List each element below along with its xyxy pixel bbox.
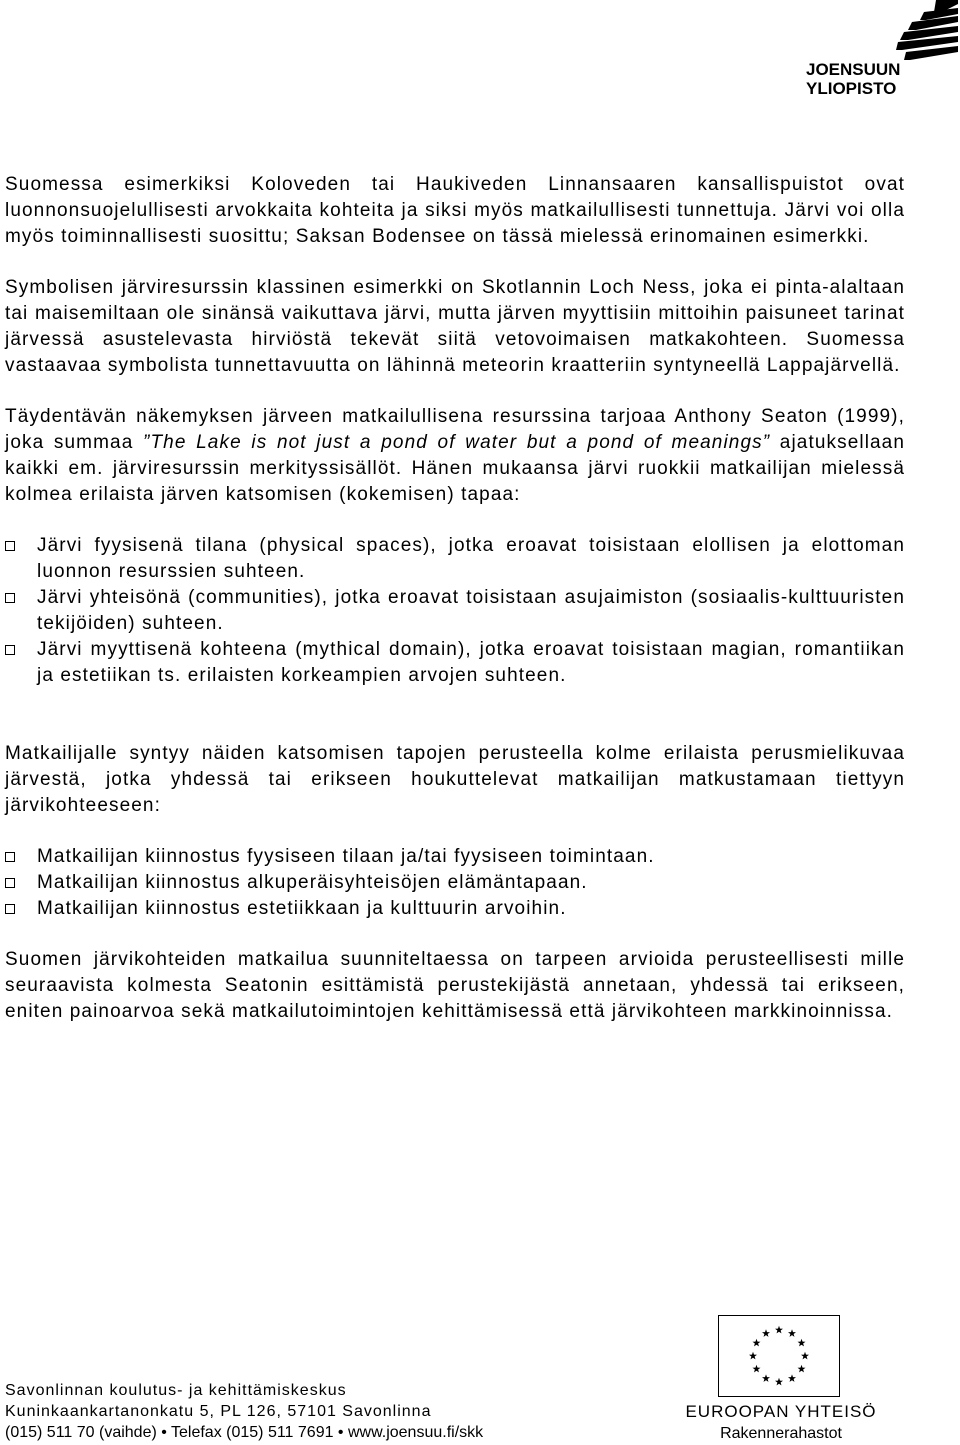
paragraph-3-quote: ”The Lake is not just a pond of water but a pond of meanings” [143,432,771,453]
list-item-text: Matkailijan kiinnostus estetiikkaan ja kulttuurin arvoihin. [37,898,567,919]
footer-line-1: Savonlinnan koulutus- ja kehittämiskeskus [5,1382,347,1399]
footer-line-2: Kuninkaankartanonkatu 5, PL 126, 57101 Savonlinna [5,1403,432,1420]
paragraph-3-text-b: ajatuksellaan kaikki em. järviresurssin merkityssisällöt. Hänen mukaansa järvi ruokkii matkailijan mielessä kolmea erilaista järven katsomisen (kokemisen) tapaa: [5,432,906,505]
list-item [5,896,905,922]
list-item-text: Matkailijan kiinnostus alkuperäisyhteisöjen elämäntapaan. [37,872,588,893]
list-item-text: Matkailijan kiinnostus fyysiseen tilaan ja/tai fyysiseen toimintaan. [37,846,655,867]
list-item [5,870,905,896]
footer-address [5,1380,483,1443]
list-item [5,533,905,585]
paragraph-1: Suomessa esimerkiksi Koloveden tai Haukiveden Linnansaaren kansallispuistot ovat luonnonsuojelullisesti arvokkaita kohteita ja siksi myös matkailullisesti tunnettuja. Järvi voi olla myös toiminnallisesti suosittu; Saksan Bodensee on tässä mielessä erinomainen esimerkki. [5,174,905,247]
eu-star-icon [801,1352,809,1360]
eu-star-icon [762,1374,770,1382]
university-logo-text [806,60,960,98]
list-item-text: Järvi yhteisönä (communities), jotka eroavat toisistaan asujaimiston (sosiaalis-kulttuuristen tekijöiden) suhteen. [37,587,905,634]
eu-label-line-1: EUROOPAN YHTEISÖ [685,1402,877,1421]
list-item-text: Järvi myyttisenä kohteena (mythical domain), jotka eroavat toisistaan magian, romantiikan ja estetiikan ts. erilaisten korkeampien arvojen suhteen. [37,639,905,686]
eu-star-icon [749,1352,757,1360]
document-body [5,172,905,1025]
logo-line-2: YLIOPISTO [806,79,897,98]
checkbox-bullet-icon [5,541,15,551]
checkbox-bullet-icon [5,904,15,914]
eu-star-icon [788,1329,796,1337]
eu-flag-icon [718,1315,840,1397]
checkbox-bullet-icon [5,852,15,862]
university-logo-mark-icon [896,0,958,62]
list-item-text: Järvi fyysisenä tilana (physical spaces), jotka eroavat toisistaan elollisen ja elottoman luonnon resurssien suhteen. [37,535,905,582]
eu-label-line-2: Rakennerahastot [720,1425,842,1442]
paragraph-5: Suomen järvikohteiden matkailua suunniteltaessa on tarpeen arvioida perusteellisesti mille seuraavista kolmesta Seatonin esittämistä perustekijästä annetaan, yhdessä tai erikseen, eniten painoarvoa sekä matkailutoimintojen kehittämisessä että järvikohteen markkinoinnissa. [5,949,905,1022]
eu-star-icon [752,1365,760,1373]
logo-line-1: JOENSUUN [806,60,901,79]
paragraph-4: Matkailijalle syntyy näiden katsomisen tapojen perusteella kolme erilaista perusmielikuvaa järvestä, jotka yhdessä tai erikseen houkuttelevat matkailijan matkustamaan tiettyyn järvikohteeseen: [5,743,905,816]
paragraph-3-text-a: Täydentävän näkemyksen järveen matkailullisena resurssina tarjoaa Anthony Seaton (1999), joka summaa [5,406,905,453]
eu-star-icon [788,1374,796,1382]
footer-line-3: (015) 511 70 (vaihde) • Telefax (015) 511 7691 • www.joensuu.fi/skk [5,1424,484,1441]
list-item [5,637,905,689]
list-item [5,844,905,870]
eu-star-icon [775,1326,783,1334]
checkbox-bullet-icon [5,593,15,603]
university-logo [800,0,960,100]
eu-star-icon [775,1378,783,1386]
lake-views-list [5,533,905,689]
paragraph-2: Symbolisen järviresurssin klassinen esimerkki on Skotlannin Loch Ness, joka ei pinta-alaltaan tai maisemiltaan ole sinänsä vaikuttava järvi, mutta järven myyttisiin mittoihin paisuneet tarinat järvessä asustelevasta hirviöstä tekevät siitä vetovoimaisen matkakohteen. Suomessa vastaavaa symbolista tunnettavuutta on lähinnä meteorin kraatteriin syntyneellä Lappajärvellä. [5,277,905,376]
eu-star-icon [798,1339,806,1347]
list-item [5,585,905,637]
eu-star-icon [752,1339,760,1347]
eu-funding-label [662,1401,900,1444]
paragraph-3 [5,404,905,508]
tourist-interests-list [5,844,905,922]
checkbox-bullet-icon [5,645,15,655]
eu-star-icon [798,1365,806,1373]
checkbox-bullet-icon [5,878,15,888]
eu-star-icon [762,1329,770,1337]
